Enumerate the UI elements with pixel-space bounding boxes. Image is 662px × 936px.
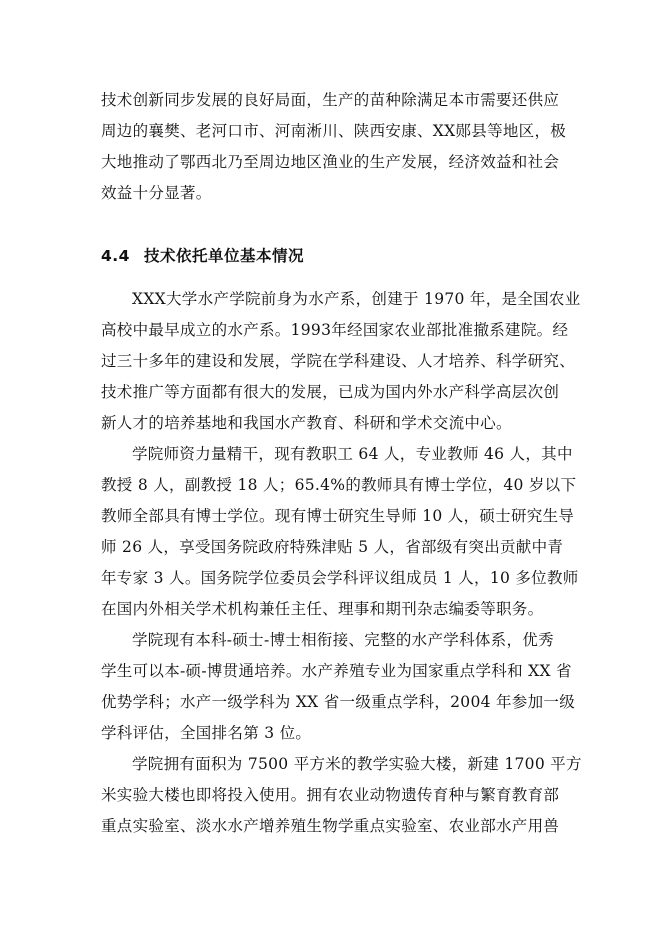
- text-line: 过三十多年的建设和发展，学院在学科建设、人才培养、科学研究、: [101, 352, 576, 370]
- text-line: XXX大学水产学院前身为水产系，创建于 1970 年，是全国农业: [132, 290, 581, 308]
- text-line: 教师全部具有博士学位。现有博士研究生导师 10 人，硕士研究生导: [101, 507, 575, 525]
- text-line: 周边的襄樊、老河口市、河南淅川、陕西安康、XX郧县等地区，极: [101, 122, 567, 140]
- text-line: 年专家 3 人。国务院学位委员会学科评议组成员 1 人，10 多位教师: [101, 569, 579, 587]
- text-line: 在国内外相关学术机构兼任主任、理事和期刊杂志编委等职务。: [101, 600, 544, 618]
- section-title: 技术依托单位基本情况: [143, 247, 304, 265]
- section-heading: [101, 242, 304, 270]
- text-line: 效益十分显著。: [101, 184, 212, 202]
- text-line: 教授 8 人，副教授 18 人；65.4%的教师具有博士学位，40 岁以下: [101, 476, 577, 494]
- text-line: 新人才的培养基地和我国水产教育、科研和学术交流中心。: [101, 414, 512, 432]
- paragraph-disciplines: [101, 625, 575, 749]
- text-line: 高校中最早成立的水产系。1993年经国家农业部批准撤系建院。经: [101, 321, 569, 339]
- text-line: 米实验大楼也即将投入使用。拥有农业动物遗传育种与繁育教育部: [101, 786, 560, 804]
- paragraph-facilities: [101, 749, 582, 842]
- text-line: 学院拥有面积为 7500 平方米的教学实验大楼，新建 1700 平方: [132, 755, 582, 773]
- text-line: 学院师资力量精干，现有教职工 64 人，专业教师 46 人，其中: [132, 445, 573, 463]
- paragraph-history: [101, 284, 581, 439]
- text-line: 优势学科；水产一级学科为 XX 省一级重点学科，2004 年参加一级: [101, 693, 575, 711]
- paragraph-faculty: [101, 439, 579, 625]
- text-line: 师 26 人，享受国务院政府特殊津贴 5 人，省部级有突出贡献中青: [101, 538, 564, 556]
- section-number: 4.4: [101, 247, 130, 265]
- text-line: 学生可以本-硕-博贯通培养。水产养殖专业为国家重点学科和 XX 省: [101, 662, 572, 680]
- text-line: 学院现有本科-硕士-博士相衔接、完整的水产学科体系，优秀: [132, 631, 554, 649]
- text-line: 重点实验室、淡水水产增养殖生物学重点实验室、农业部水产用兽: [101, 817, 560, 835]
- intro-paragraph: [101, 85, 567, 209]
- text-line: 技术推广等方面都有很大的发展，已成为国内外水产科学高层次创: [101, 383, 560, 401]
- text-line: 大地推动了鄂西北乃至周边地区渔业的生产发展，经济效益和社会: [101, 153, 560, 171]
- text-line: 学科评估，全国排名第 3 位。: [101, 724, 312, 742]
- text-line: 技术创新同步发展的良好局面，生产的苗种除满足本市需要还供应: [101, 91, 560, 109]
